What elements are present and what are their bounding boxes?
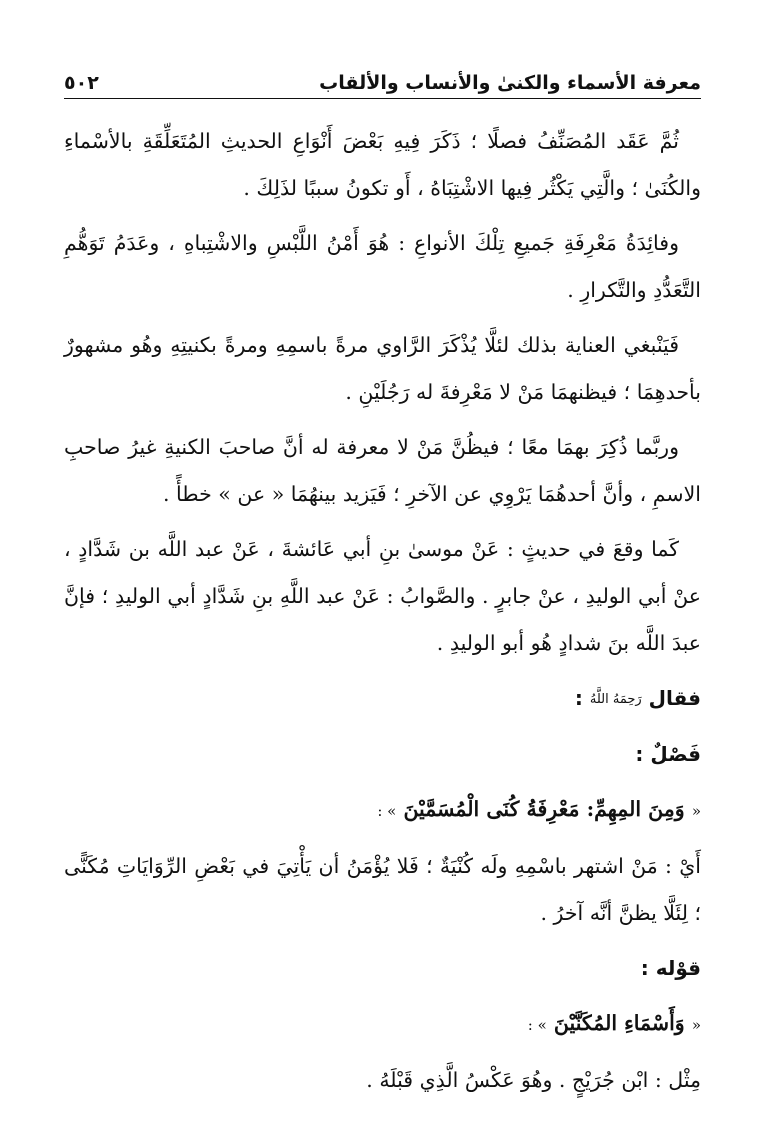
body-text <box>64 118 701 1112</box>
quote-text-1: وَمِنَ المِهِمِّ: مَعْرِفَةُ كُنَى الْمُسَمَّيْنَ <box>403 797 685 821</box>
heading-faqala <box>64 675 701 723</box>
explanation-2: مِثْل : ابْن جُرَيْجٍ . وهُوَ عَكْسُ الَّذِي قَبْلَهُ . <box>366 1068 701 1092</box>
quoted-matn-1 <box>64 786 701 835</box>
running-header <box>64 58 701 99</box>
paragraph-3: فَيَنْبغي العناية بذلك لئلَّا يُذْكَرَ الرَّاوي مرةً باسمِهِ ومرةً بكنيتِهِ وهُو مشهورٌ بأحدهِمَا ؛ فيظنهمَا مَنْ لا مَعْرِفةَ له رَجُلَيْنِ . <box>64 333 701 404</box>
heading-qawluhu: قوْله : <box>640 956 701 980</box>
quote-open-mark: « <box>691 1016 701 1034</box>
paragraph-4: وربَّما ذُكِرَ بهمَا معًا ؛ فيظُنَّ مَنْ لا معرفة له أنَّ صاحبَ الكنيةِ غيرُ صاحبِ الاسمِ ، وأنَّ أحدهُمَا يَرْوِي عن الآخرِ ؛ فَيَزيد بينهُمَا « عن » خطأً . <box>64 435 701 506</box>
quote-close-mark: » : <box>527 1016 547 1034</box>
heading-faqala-colon: : <box>574 686 583 710</box>
quote-text-2: وَأَسْمَاءِ المُكَنَّيْنَ <box>553 1011 685 1035</box>
heading-faqala-label: فقال <box>648 686 701 710</box>
paragraph-2: وفائِدَةُ مَعْرِفَةِ جَميعِ تِلْكَ الأنواعِ : هُوَ أَمْنُ اللَّبْسِ والاشْتِباهِ ، وعَدَمُ تَوَهُّمِ التَّعَدُّدِ والتَّكرارِ . <box>64 231 701 302</box>
quote-open-mark: « <box>691 802 701 820</box>
paragraph-5: كَما وقعَ في حديثٍ : عَنْ موسىٰ بنِ أبي عَائشةَ ، عَنْ عبد اللَّه بن شَدَّادٍ ، عنْ أبي الوليدِ ، عنْ جابرٍ . والصَّوابُ : عَنْ عبد اللَّهِ بنِ شَدَّادٍ أبي الوليدِ ؛ فإنَّ عبدَ اللَّه بنَ شدادٍ هُو أبو الوليدِ . <box>64 537 701 655</box>
quoted-matn-2 <box>64 1000 701 1049</box>
page-number: ٥٠٢ <box>64 72 99 94</box>
explanation-1: أَيْ : مَنْ اشتهر باسْمِهِ ولَه كُنْيَةٌ ؛ فَلا يُؤْمَنُ أن يَأْتِيَ في بَعْضِ الرِّوَايَاتِ مُكَنًّى ؛ لِئَلَّا يظنَّ أنَّه آخرُ . <box>64 854 701 925</box>
paragraph-1: ثُمَّ عَقَد المُصَنِّفُ فصلًا ؛ ذَكَرَ فِيهِ بَعْضَ أَنْوَاعِ الحديثِ المُتَعَلِّقَةِ بالأسْماءِ والكُنَىٰ ؛ والَّتِي يَكْثُر فِيها الاشْتِبَاهُ ، أَو تكونُ سببًا لذَلِكَ . <box>64 129 701 200</box>
heading-fasl: فَصْلٌ : <box>635 742 701 766</box>
header-title: معرفة الأسماء والكنىٰ والأنساب والألقاب <box>319 72 701 94</box>
honorific-rahimahullah: رَحِمَهُ اللَّهُ <box>589 692 642 707</box>
quote-close-mark: » : <box>377 802 397 820</box>
